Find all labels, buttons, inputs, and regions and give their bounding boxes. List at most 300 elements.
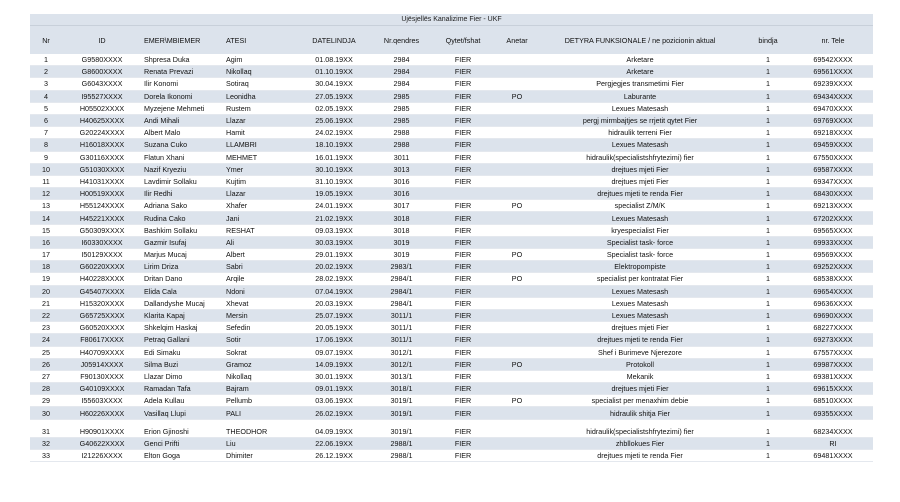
cell-bindja[interactable]: 1	[743, 66, 793, 78]
cell-qytet[interactable]: FIER	[429, 151, 497, 163]
cell-nr-qendres[interactable]: 3011/1	[374, 334, 429, 346]
cell-nr[interactable]: 26	[30, 358, 62, 370]
cell-tele[interactable]: 69239XXXX	[793, 78, 873, 90]
cell-emer[interactable]: Elton Goga	[142, 449, 224, 461]
cell-detyra[interactable]: Lexues Matesash	[537, 285, 743, 297]
cell-qytet[interactable]: FIER	[429, 407, 497, 419]
cell-emer[interactable]: Marjus Mucaj	[142, 249, 224, 261]
cell-anetar[interactable]	[497, 151, 537, 163]
cell-detyra[interactable]: Specialist task- force	[537, 249, 743, 261]
cell-datelindja[interactable]: 09.03.19XX	[294, 224, 374, 236]
cell-atesi[interactable]: Arqile	[224, 273, 294, 285]
cell-id[interactable]: G6043XXXX	[62, 78, 142, 90]
cell-anetar[interactable]: PO	[497, 395, 537, 407]
cell-tele[interactable]: 67550XXXX	[793, 151, 873, 163]
cell-datelindja[interactable]: 18.10.19XX	[294, 139, 374, 151]
cell-bindja[interactable]: 1	[743, 407, 793, 419]
cell-detyra[interactable]: drejtues mjeti te renda Fier	[537, 334, 743, 346]
cell-detyra[interactable]: Laburante	[537, 90, 743, 102]
cell-detyra[interactable]: Pergjegjes transmetimi Fier	[537, 78, 743, 90]
cell-emer[interactable]: Silma Buzi	[142, 358, 224, 370]
cell-bindja[interactable]: 1	[743, 54, 793, 66]
cell-detyra[interactable]: specialist Z/M/K	[537, 200, 743, 212]
cell-nr[interactable]: 33	[30, 449, 62, 461]
cell-nr[interactable]: 10	[30, 163, 62, 175]
cell-atesi[interactable]: LLAMBRI	[224, 139, 294, 151]
cell-emer[interactable]: Shkelqim Haskaj	[142, 322, 224, 334]
cell-tele[interactable]: 69542XXXX	[793, 54, 873, 66]
cell-id[interactable]: G60520XXXX	[62, 322, 142, 334]
cell-nr-qendres[interactable]: 2988/1	[374, 437, 429, 449]
cell-tele[interactable]: 69690XXXX	[793, 309, 873, 321]
cell-bindja[interactable]: 1	[743, 322, 793, 334]
cell-nr[interactable]: 1	[30, 54, 62, 66]
cell-bindja[interactable]: 1	[743, 395, 793, 407]
cell-bindja[interactable]: 1	[743, 346, 793, 358]
cell-atesi[interactable]: Sabri	[224, 261, 294, 273]
cell-anetar[interactable]	[497, 261, 537, 273]
cell-detyra[interactable]: hidraulik terreni Fier	[537, 127, 743, 139]
cell-tele[interactable]: 68234XXXX	[793, 419, 873, 437]
cell-qytet[interactable]: FIER	[429, 437, 497, 449]
cell-anetar[interactable]	[497, 297, 537, 309]
cell-nr-qendres[interactable]: 2984/1	[374, 297, 429, 309]
cell-tele[interactable]: 69569XXXX	[793, 249, 873, 261]
cell-bindja[interactable]: 1	[743, 127, 793, 139]
cell-nr-qendres[interactable]: 3012/1	[374, 346, 429, 358]
cell-tele[interactable]: 69481XXXX	[793, 449, 873, 461]
cell-tele[interactable]: 69587XXXX	[793, 163, 873, 175]
cell-anetar[interactable]	[497, 437, 537, 449]
cell-id[interactable]: H40625XXXX	[62, 114, 142, 126]
cell-tele[interactable]: 69565XXXX	[793, 224, 873, 236]
cell-nr-qendres[interactable]: 2984/1	[374, 273, 429, 285]
cell-detyra[interactable]: pergj mirmbajtjes se rrjetit qytet Fier	[537, 114, 743, 126]
cell-nr-qendres[interactable]: 2983/1	[374, 261, 429, 273]
cell-qytet[interactable]: FIER	[429, 114, 497, 126]
cell-nr[interactable]: 17	[30, 249, 62, 261]
cell-qytet[interactable]: FIER	[429, 395, 497, 407]
cell-detyra[interactable]: hidraulik(specialistshfrytezimi) fier	[537, 151, 743, 163]
cell-id[interactable]: G60220XXXX	[62, 261, 142, 273]
cell-nr[interactable]: 27	[30, 370, 62, 382]
cell-datelindja[interactable]: 20.05.19XX	[294, 322, 374, 334]
cell-qytet[interactable]: FIER	[429, 449, 497, 461]
cell-atesi[interactable]: Ndoni	[224, 285, 294, 297]
cell-qytet[interactable]: FIER	[429, 419, 497, 437]
cell-datelindja[interactable]: 14.09.19XX	[294, 358, 374, 370]
cell-tele[interactable]: 69347XXXX	[793, 175, 873, 187]
cell-qytet[interactable]: FIER	[429, 249, 497, 261]
cell-qytet[interactable]: FIER	[429, 163, 497, 175]
cell-bindja[interactable]: 1	[743, 151, 793, 163]
cell-datelindja[interactable]: 25.07.19XX	[294, 309, 374, 321]
cell-tele[interactable]: 69459XXXX	[793, 139, 873, 151]
col-header-nr[interactable]: Nr	[30, 26, 62, 54]
cell-bindja[interactable]: 1	[743, 449, 793, 461]
cell-qytet[interactable]: FIER	[429, 297, 497, 309]
cell-id[interactable]: H00519XXXX	[62, 188, 142, 200]
cell-nr-qendres[interactable]: 2984/1	[374, 285, 429, 297]
cell-detyra[interactable]: drejtues mjeti Fier	[537, 383, 743, 395]
cell-nr-qendres[interactable]: 3019/1	[374, 407, 429, 419]
cell-nr[interactable]: 22	[30, 309, 62, 321]
cell-anetar[interactable]	[497, 407, 537, 419]
cell-qytet[interactable]: FIER	[429, 383, 497, 395]
cell-datelindja[interactable]: 30.04.19XX	[294, 78, 374, 90]
cell-nr[interactable]: 32	[30, 437, 62, 449]
col-header-datelindja[interactable]: DATELINDJA	[294, 26, 374, 54]
cell-nr-qendres[interactable]: 2984	[374, 78, 429, 90]
cell-anetar[interactable]	[497, 449, 537, 461]
cell-emer[interactable]: Dorela Ikonomi	[142, 90, 224, 102]
cell-emer[interactable]: Dallandyshe Mucaj	[142, 297, 224, 309]
cell-nr[interactable]: 28	[30, 383, 62, 395]
cell-datelindja[interactable]: 24.02.19XX	[294, 127, 374, 139]
cell-detyra[interactable]: Mekanik	[537, 370, 743, 382]
cell-anetar[interactable]	[497, 346, 537, 358]
cell-nr-qendres[interactable]: 3018	[374, 212, 429, 224]
cell-datelindja[interactable]: 16.01.19XX	[294, 151, 374, 163]
cell-id[interactable]: H05502XXXX	[62, 102, 142, 114]
cell-datelindja[interactable]: 17.06.19XX	[294, 334, 374, 346]
cell-detyra[interactable]: drejtues mjeti te renda Fier	[537, 188, 743, 200]
cell-nr-qendres[interactable]: 3017	[374, 200, 429, 212]
cell-nr-qendres[interactable]: 3018	[374, 224, 429, 236]
cell-atesi[interactable]: Nikollaq	[224, 370, 294, 382]
cell-qytet[interactable]: FIER	[429, 78, 497, 90]
cell-qytet[interactable]: FIER	[429, 236, 497, 248]
cell-nr-qendres[interactable]: 2988	[374, 127, 429, 139]
cell-atesi[interactable]: Gramoz	[224, 358, 294, 370]
cell-qytet[interactable]: FIER	[429, 54, 497, 66]
cell-emer[interactable]: Flatun Xhani	[142, 151, 224, 163]
cell-tele[interactable]: 69213XXXX	[793, 200, 873, 212]
cell-tele[interactable]: 67202XXXX	[793, 212, 873, 224]
cell-emer[interactable]: Rudina Cako	[142, 212, 224, 224]
cell-anetar[interactable]	[497, 54, 537, 66]
cell-id[interactable]: G45407XXXX	[62, 285, 142, 297]
cell-id[interactable]: H40228XXXX	[62, 273, 142, 285]
cell-tele[interactable]: 69615XXXX	[793, 383, 873, 395]
cell-qytet[interactable]: FIER	[429, 212, 497, 224]
cell-nr[interactable]: 24	[30, 334, 62, 346]
cell-nr-qendres[interactable]: 3019	[374, 236, 429, 248]
cell-anetar[interactable]	[497, 224, 537, 236]
cell-tele[interactable]: 69933XXXX	[793, 236, 873, 248]
cell-nr[interactable]: 11	[30, 175, 62, 187]
cell-atesi[interactable]: Jani	[224, 212, 294, 224]
cell-id[interactable]: H15320XXXX	[62, 297, 142, 309]
col-header-detyra[interactable]: DETYRA FUNKSIONALE / ne pozicionin aktual	[537, 26, 743, 54]
cell-nr[interactable]: 29	[30, 395, 62, 407]
cell-bindja[interactable]: 1	[743, 188, 793, 200]
cell-emer[interactable]: Elida Cala	[142, 285, 224, 297]
cell-datelindja[interactable]: 22.06.19XX	[294, 437, 374, 449]
col-header-anetar[interactable]: Anetar	[497, 26, 537, 54]
cell-tele[interactable]: 69769XXXX	[793, 114, 873, 126]
cell-detyra[interactable]: drejtues mjeti Fier	[537, 322, 743, 334]
cell-emer[interactable]: Lirim Driza	[142, 261, 224, 273]
cell-bindja[interactable]: 1	[743, 309, 793, 321]
cell-anetar[interactable]: PO	[497, 249, 537, 261]
cell-nr-qendres[interactable]: 3018/1	[374, 383, 429, 395]
cell-datelindja[interactable]: 03.06.19XX	[294, 395, 374, 407]
cell-detyra[interactable]: drejtues mjeti te renda Fier	[537, 449, 743, 461]
cell-nr[interactable]: 4	[30, 90, 62, 102]
cell-tele[interactable]: 69636XXXX	[793, 297, 873, 309]
cell-emer[interactable]: Albert Malo	[142, 127, 224, 139]
cell-id[interactable]: G9580XXXX	[62, 54, 142, 66]
cell-id[interactable]: J05914XXXX	[62, 358, 142, 370]
cell-nr-qendres[interactable]: 2985	[374, 114, 429, 126]
cell-nr[interactable]: 12	[30, 188, 62, 200]
cell-qytet[interactable]: FIER	[429, 102, 497, 114]
cell-id[interactable]: H16018XXXX	[62, 139, 142, 151]
cell-tele[interactable]: 69561XXXX	[793, 66, 873, 78]
cell-bindja[interactable]: 1	[743, 114, 793, 126]
cell-nr[interactable]: 5	[30, 102, 62, 114]
cell-nr-qendres[interactable]: 3019/1	[374, 395, 429, 407]
cell-atesi[interactable]: Ali	[224, 236, 294, 248]
cell-anetar[interactable]	[497, 114, 537, 126]
cell-anetar[interactable]	[497, 139, 537, 151]
cell-anetar[interactable]	[497, 127, 537, 139]
cell-nr-qendres[interactable]: 3019/1	[374, 419, 429, 437]
cell-detyra[interactable]: Lexues Matesash	[537, 139, 743, 151]
cell-id[interactable]: H60226XXXX	[62, 407, 142, 419]
cell-emer[interactable]: Lavdimir Sollaku	[142, 175, 224, 187]
cell-emer[interactable]: Edi Simaku	[142, 346, 224, 358]
cell-qytet[interactable]: FIER	[429, 261, 497, 273]
cell-atesi[interactable]: Sefedin	[224, 322, 294, 334]
cell-datelindja[interactable]: 02.05.19XX	[294, 102, 374, 114]
cell-atesi[interactable]: Llazar	[224, 114, 294, 126]
cell-datelindja[interactable]: 25.06.19XX	[294, 114, 374, 126]
cell-qytet[interactable]: FIER	[429, 285, 497, 297]
cell-emer[interactable]: Gazmir Isufaj	[142, 236, 224, 248]
cell-atesi[interactable]: Hamit	[224, 127, 294, 139]
cell-nr[interactable]: 25	[30, 346, 62, 358]
cell-nr[interactable]: 13	[30, 200, 62, 212]
cell-detyra[interactable]: hidraulik shitja Fier	[537, 407, 743, 419]
cell-emer[interactable]: Ilir Konomi	[142, 78, 224, 90]
cell-atesi[interactable]: Pellumb	[224, 395, 294, 407]
cell-id[interactable]: I50129XXXX	[62, 249, 142, 261]
cell-datelindja[interactable]: 01.08.19XX	[294, 54, 374, 66]
cell-emer[interactable]: Suzana Cuko	[142, 139, 224, 151]
cell-emer[interactable]: Vasillaq Llupi	[142, 407, 224, 419]
cell-atesi[interactable]: Xhafer	[224, 200, 294, 212]
cell-bindja[interactable]: 1	[743, 175, 793, 187]
cell-anetar[interactable]	[497, 309, 537, 321]
cell-detyra[interactable]: Arketare	[537, 54, 743, 66]
cell-tele[interactable]: 69273XXXX	[793, 334, 873, 346]
cell-nr[interactable]: 19	[30, 273, 62, 285]
cell-id[interactable]: H41031XXXX	[62, 175, 142, 187]
cell-bindja[interactable]: 1	[743, 139, 793, 151]
cell-anetar[interactable]	[497, 370, 537, 382]
cell-detyra[interactable]: Specialist task- force	[537, 236, 743, 248]
cell-emer[interactable]: Genci Prifti	[142, 437, 224, 449]
cell-id[interactable]: F80617XXXX	[62, 334, 142, 346]
cell-atesi[interactable]: Agim	[224, 54, 294, 66]
cell-anetar[interactable]	[497, 163, 537, 175]
cell-qytet[interactable]: FIER	[429, 358, 497, 370]
cell-bindja[interactable]: 1	[743, 419, 793, 437]
cell-detyra[interactable]: Shef i Burimeve Njerezore	[537, 346, 743, 358]
cell-nr-qendres[interactable]: 3011	[374, 151, 429, 163]
cell-atesi[interactable]: THEODHOR	[224, 419, 294, 437]
cell-qytet[interactable]: FIER	[429, 273, 497, 285]
cell-emer[interactable]: Ilir Redhi	[142, 188, 224, 200]
cell-bindja[interactable]: 1	[743, 236, 793, 248]
cell-qytet[interactable]: FIER	[429, 322, 497, 334]
cell-nr-qendres[interactable]: 2984	[374, 66, 429, 78]
cell-anetar[interactable]: PO	[497, 358, 537, 370]
cell-bindja[interactable]: 1	[743, 383, 793, 395]
cell-atesi[interactable]: Mersin	[224, 309, 294, 321]
cell-nr-qendres[interactable]: 2988/1	[374, 449, 429, 461]
cell-atesi[interactable]: Dhimiter	[224, 449, 294, 461]
cell-datelindja[interactable]: 30.01.19XX	[294, 370, 374, 382]
cell-id[interactable]: G30116XXXX	[62, 151, 142, 163]
cell-atesi[interactable]: Nikollaq	[224, 66, 294, 78]
cell-id[interactable]: H40709XXXX	[62, 346, 142, 358]
col-header-atesi[interactable]: ATESI	[224, 26, 294, 54]
cell-bindja[interactable]: 1	[743, 224, 793, 236]
cell-datelindja[interactable]: 26.12.19XX	[294, 449, 374, 461]
cell-tele[interactable]: 69355XXXX	[793, 407, 873, 419]
col-header-qytet[interactable]: Qytet/fshat	[429, 26, 497, 54]
cell-bindja[interactable]: 1	[743, 90, 793, 102]
cell-datelindja[interactable]: 30.10.19XX	[294, 163, 374, 175]
cell-anetar[interactable]	[497, 78, 537, 90]
cell-datelindja[interactable]: 21.02.19XX	[294, 212, 374, 224]
cell-id[interactable]: G51030XXXX	[62, 163, 142, 175]
cell-datelindja[interactable]: 31.10.19XX	[294, 175, 374, 187]
cell-emer[interactable]: Nazif Kryeziu	[142, 163, 224, 175]
cell-atesi[interactable]: Sotiraq	[224, 78, 294, 90]
cell-emer[interactable]: Dritan Dano	[142, 273, 224, 285]
cell-id[interactable]: G50309XXXX	[62, 224, 142, 236]
col-header-id[interactable]: ID	[62, 26, 142, 54]
cell-detyra[interactable]: Lexues Matesash	[537, 102, 743, 114]
cell-anetar[interactable]	[497, 419, 537, 437]
cell-anetar[interactable]	[497, 66, 537, 78]
cell-id[interactable]: H90901XXXX	[62, 419, 142, 437]
cell-nr[interactable]: 16	[30, 236, 62, 248]
cell-bindja[interactable]: 1	[743, 297, 793, 309]
cell-bindja[interactable]: 1	[743, 200, 793, 212]
cell-detyra[interactable]: specialist per kontratat Fier	[537, 273, 743, 285]
cell-id[interactable]: G40109XXXX	[62, 383, 142, 395]
cell-bindja[interactable]: 1	[743, 358, 793, 370]
col-header-tele[interactable]: nr. Tele	[793, 26, 873, 54]
cell-bindja[interactable]: 1	[743, 78, 793, 90]
cell-anetar[interactable]: PO	[497, 200, 537, 212]
cell-anetar[interactable]	[497, 102, 537, 114]
cell-nr[interactable]: 6	[30, 114, 62, 126]
cell-qytet[interactable]	[429, 188, 497, 200]
cell-anetar[interactable]	[497, 383, 537, 395]
cell-qytet[interactable]: FIER	[429, 200, 497, 212]
cell-atesi[interactable]: Xhevat	[224, 297, 294, 309]
cell-atesi[interactable]: Leonidha	[224, 90, 294, 102]
cell-datelindja[interactable]: 28.02.19XX	[294, 273, 374, 285]
cell-atesi[interactable]: Ymer	[224, 163, 294, 175]
cell-nr[interactable]: 9	[30, 151, 62, 163]
cell-nr-qendres[interactable]: 3011/1	[374, 322, 429, 334]
cell-emer[interactable]: Adriana Sako	[142, 200, 224, 212]
cell-id[interactable]: F90130XXXX	[62, 370, 142, 382]
cell-atesi[interactable]: Llazar	[224, 188, 294, 200]
cell-nr[interactable]: 21	[30, 297, 62, 309]
cell-atesi[interactable]: Albert	[224, 249, 294, 261]
cell-qytet[interactable]: FIER	[429, 127, 497, 139]
cell-nr-qendres[interactable]: 2988	[374, 139, 429, 151]
cell-detyra[interactable]: Arketare	[537, 66, 743, 78]
cell-atesi[interactable]: Sokrat	[224, 346, 294, 358]
cell-detyra[interactable]: Elektropompiste	[537, 261, 743, 273]
cell-bindja[interactable]: 1	[743, 212, 793, 224]
cell-qytet[interactable]: FIER	[429, 66, 497, 78]
cell-datelindja[interactable]: 04.09.19XX	[294, 419, 374, 437]
cell-nr[interactable]: 23	[30, 322, 62, 334]
cell-datelindja[interactable]: 07.04.19XX	[294, 285, 374, 297]
cell-tele[interactable]: 69987XXXX	[793, 358, 873, 370]
cell-id[interactable]: I60330XXXX	[62, 236, 142, 248]
cell-detyra[interactable]: Protokoll	[537, 358, 743, 370]
cell-detyra[interactable]: kryespecialist Fier	[537, 224, 743, 236]
cell-anetar[interactable]	[497, 212, 537, 224]
cell-detyra[interactable]: drejtues mjeti Fier	[537, 163, 743, 175]
cell-anetar[interactable]	[497, 188, 537, 200]
cell-emer[interactable]: Llazar Dimo	[142, 370, 224, 382]
cell-bindja[interactable]: 1	[743, 163, 793, 175]
cell-atesi[interactable]: MEHMET	[224, 151, 294, 163]
cell-nr-qendres[interactable]: 3011/1	[374, 309, 429, 321]
cell-datelindja[interactable]: 19.05.19XX	[294, 188, 374, 200]
cell-anetar[interactable]	[497, 236, 537, 248]
cell-emer[interactable]: Shpresa Duka	[142, 54, 224, 66]
cell-bindja[interactable]: 1	[743, 249, 793, 261]
cell-tele[interactable]: 67557XXXX	[793, 346, 873, 358]
cell-id[interactable]: H45221XXXX	[62, 212, 142, 224]
cell-id[interactable]: I55603XXXX	[62, 395, 142, 407]
cell-qytet[interactable]: FIER	[429, 90, 497, 102]
cell-atesi[interactable]: Rustem	[224, 102, 294, 114]
cell-emer[interactable]: Petraq Gallani	[142, 334, 224, 346]
cell-tele[interactable]: 69218XXXX	[793, 127, 873, 139]
cell-atesi[interactable]: Bajram	[224, 383, 294, 395]
cell-nr-qendres[interactable]: 3016	[374, 188, 429, 200]
cell-nr-qendres[interactable]: 3012/1	[374, 358, 429, 370]
cell-bindja[interactable]: 1	[743, 285, 793, 297]
cell-tele[interactable]: RI	[793, 437, 873, 449]
cell-nr[interactable]: 3	[30, 78, 62, 90]
cell-anetar[interactable]	[497, 322, 537, 334]
cell-emer[interactable]: Erion Gjinoshi	[142, 419, 224, 437]
cell-nr-qendres[interactable]: 3019	[374, 249, 429, 261]
cell-id[interactable]: G40622XXXX	[62, 437, 142, 449]
cell-qytet[interactable]: FIER	[429, 309, 497, 321]
cell-qytet[interactable]: FIER	[429, 224, 497, 236]
cell-tele[interactable]: 68538XXXX	[793, 273, 873, 285]
cell-detyra[interactable]: zhbllokues Fier	[537, 437, 743, 449]
cell-nr-qendres[interactable]: 3016	[374, 175, 429, 187]
col-header-nr-qendres[interactable]: Nr.qendres	[374, 26, 429, 54]
